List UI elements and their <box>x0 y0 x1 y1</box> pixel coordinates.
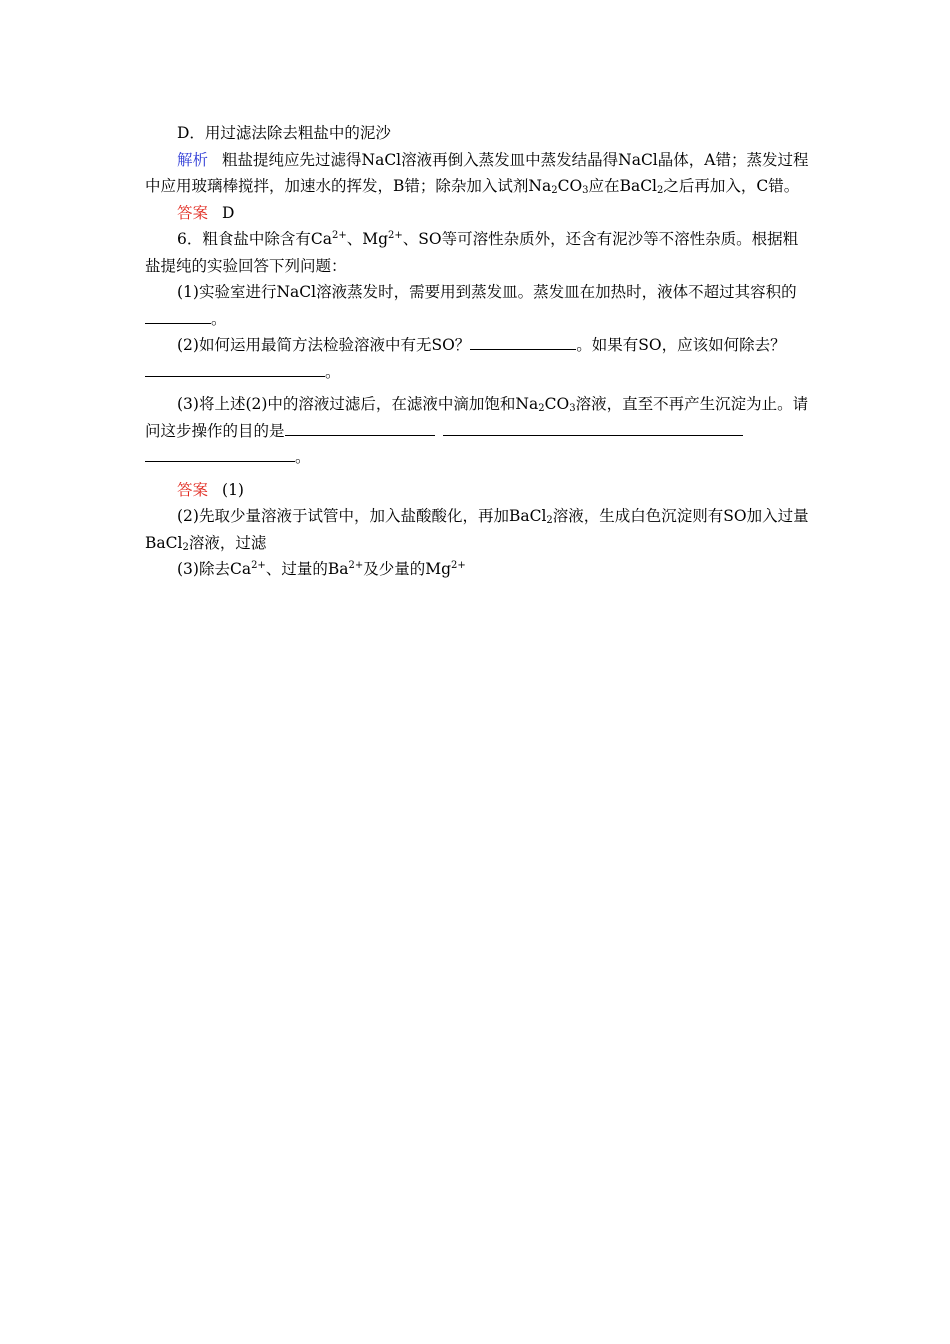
q6-intro-1: 6．粗食盐中除含有Ca <box>177 230 332 248</box>
subscript-3: 3 <box>582 185 589 196</box>
answer-q6-part-3-text-3: 及少量的Mg <box>363 560 451 578</box>
answer-blank-2[interactable] <box>470 335 576 350</box>
q6-part-2-text-1: (2)如何运用最简方法检验溶液中有无SO？ <box>177 336 471 354</box>
subscript-2b: 2 <box>657 185 664 196</box>
option-d-text: D．用过滤法除去粗盐中的泥沙 <box>177 124 391 142</box>
answer-q6-part-3-text-1: (3)除去Ca <box>177 560 252 578</box>
q6-part-3 <box>145 391 810 471</box>
question-6 <box>145 226 810 279</box>
na-symbol-b: Na <box>515 395 539 413</box>
charge-2plus-e: 2+ <box>451 560 466 571</box>
na-symbol: Na <box>528 177 552 195</box>
subscript-2e: 2 <box>182 541 189 553</box>
subscript-2c: 2 <box>538 403 545 414</box>
answer-q6-part-2-text-3: 溶液，过滤 <box>188 533 267 552</box>
answer-label-q6: 答案 <box>177 480 209 499</box>
answer-q6-part-3 <box>145 556 810 583</box>
analysis-label: 解析 <box>177 150 209 169</box>
q6-part-1-text: (1)实验室进行NaCl溶液蒸发时，需要用到蒸发皿。蒸发皿在加热时，液体不超过其容积的 <box>177 283 797 301</box>
analysis-text-1: 粗盐提纯应先过滤得NaCl溶液再倒入蒸发皿中蒸发结晶得NaCl晶体，A错；蒸发过程中应用玻璃棒搅拌，加速水的挥发，B错；除杂加入试剂 <box>145 150 809 195</box>
answer-q6 <box>145 477 810 504</box>
q6-intro-3: 、SO等可溶性杂质外，还含有泥沙等不溶性杂质。根据粗盐提纯的实验回答下列问题： <box>145 230 799 275</box>
answer-blank-6[interactable] <box>145 447 295 462</box>
charge-2plus-d: 2+ <box>348 560 364 571</box>
q6-part-3-text-1: (3)将上述(2)中的溶液过滤后，在滤液中滴加饱和 <box>177 395 516 413</box>
co-symbol: CO <box>557 177 583 195</box>
document-body <box>145 120 810 583</box>
charge-2plus-b: 2+ <box>388 230 403 241</box>
q6-part-2-text-2: 。如果有SO，应该如何除去？ <box>576 336 786 354</box>
answer-blank-1[interactable] <box>145 309 211 324</box>
option-d <box>145 120 810 147</box>
analysis-text-3: 之后再加入，C错。 <box>663 177 800 195</box>
bacl-symbol: BaCl <box>619 177 658 195</box>
analysis-text-2: 应在 <box>588 177 620 195</box>
period: 。 <box>211 309 227 328</box>
answer-q5 <box>145 200 810 227</box>
q6-part-1 <box>145 279 810 332</box>
q6-part-2 <box>145 332 810 385</box>
answer-q6-part-2-text-1: (2)先取少量溶液于试管中，加入盐酸酸化，再加BaCl <box>177 507 547 525</box>
answer-q6-part-2 <box>145 503 810 556</box>
subscript-3b: 3 <box>569 403 576 414</box>
answer-q6-part-2-text-2: 溶液，生成白色沉淀则有SO加入过量BaCl <box>145 507 809 552</box>
period-c: 。 <box>295 448 311 466</box>
q6-part-3-text-2: 溶液，直至不再产生沉淀为止。请问这步操作的目的是 <box>145 395 809 440</box>
answer-label: 答案 <box>177 203 209 222</box>
answer-blank-5[interactable] <box>443 421 743 436</box>
period-b: 。 <box>325 362 341 381</box>
answer-blank-4[interactable] <box>285 421 435 436</box>
answer-q6-part-1: (1) <box>222 480 244 499</box>
subscript-2: 2 <box>551 185 558 196</box>
analysis-paragraph <box>145 147 810 200</box>
co-symbol-b: CO <box>544 395 570 413</box>
q6-intro-2: 、Mg <box>346 230 389 248</box>
answer-q6-part-3-text-2: 、过量的Ba <box>265 560 349 578</box>
answer-blank-3[interactable] <box>145 362 325 377</box>
charge-2plus: 2+ <box>331 230 347 241</box>
answer-value: D <box>222 203 235 222</box>
subscript-2d: 2 <box>546 515 553 526</box>
charge-2plus-c: 2+ <box>251 560 266 571</box>
